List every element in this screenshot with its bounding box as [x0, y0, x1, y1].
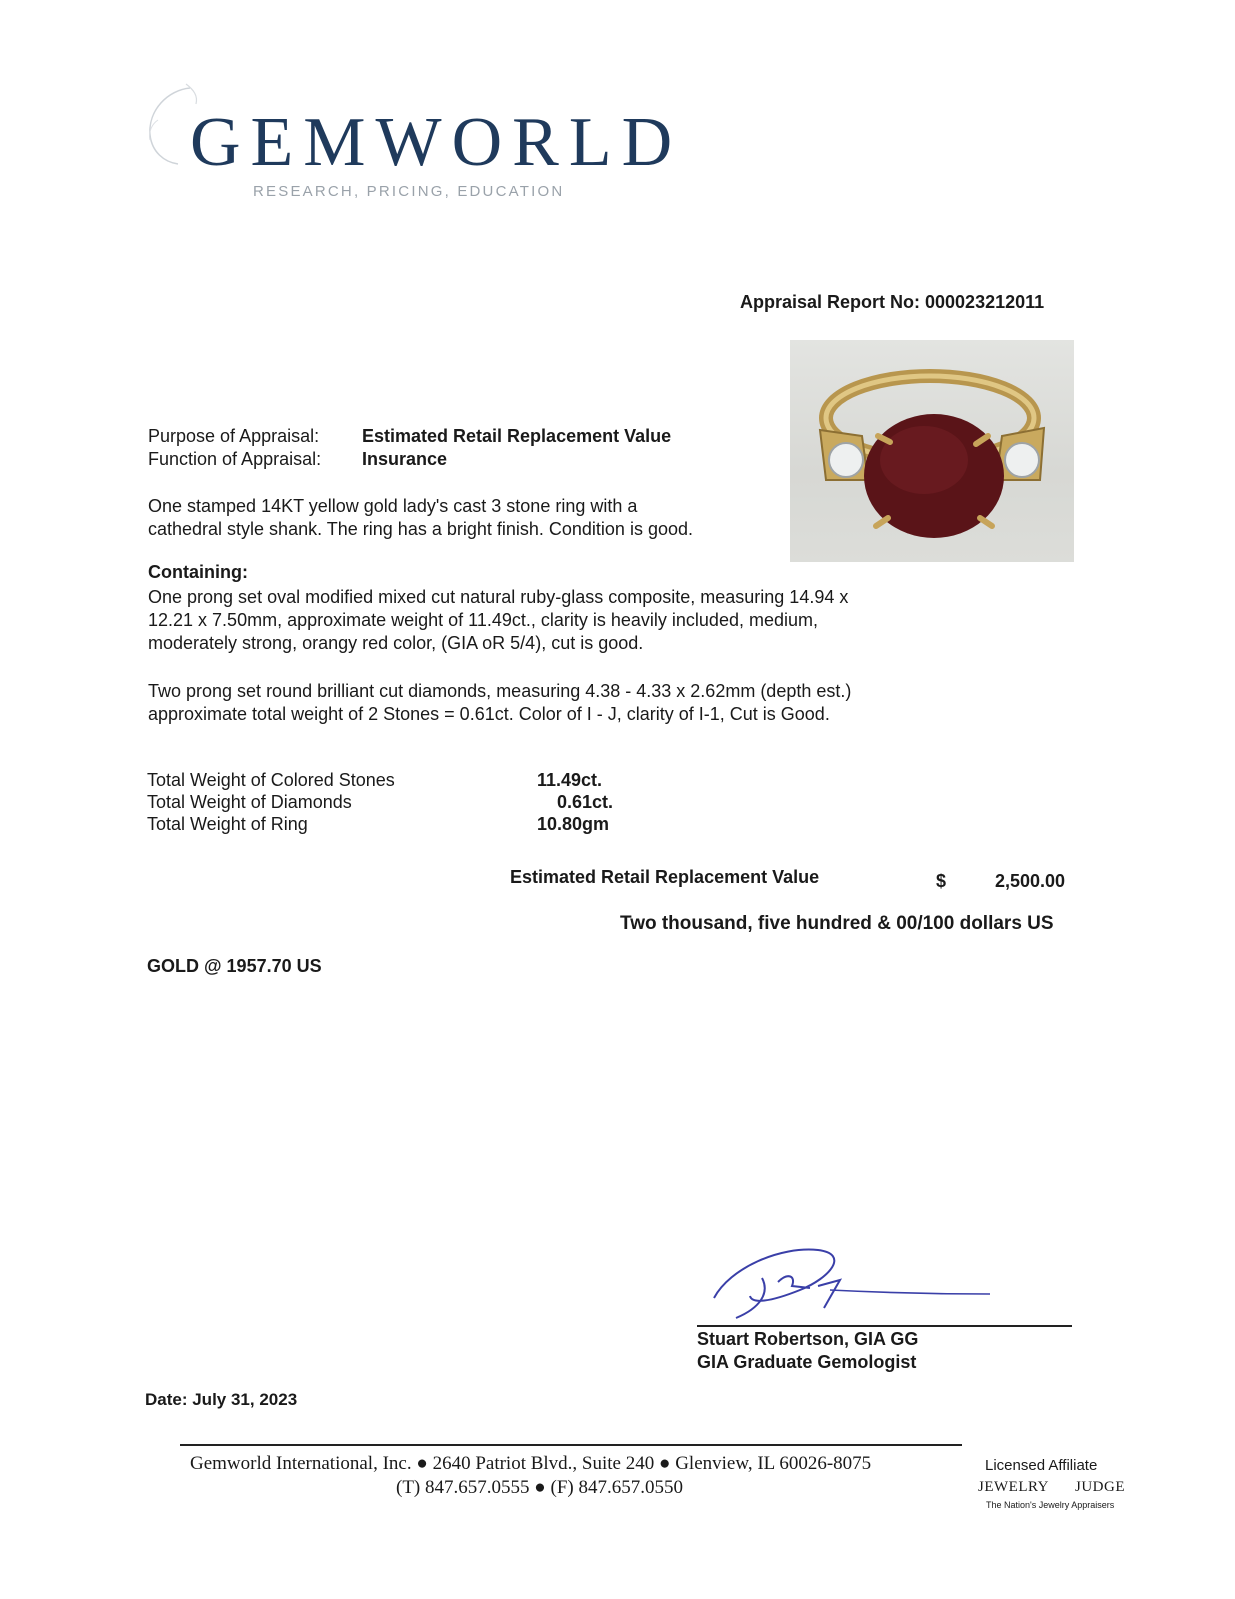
- appraisal-date: Date: July 31, 2023: [145, 1390, 298, 1409]
- stone2-description: [148, 680, 851, 726]
- function-value: Insurance: [362, 449, 448, 469]
- weight-value: 0.61ct.: [557, 792, 614, 812]
- description-line: One stamped 14KT yellow gold lady's cast 3 stone ring with a: [148, 496, 638, 516]
- gold-price: GOLD @ 1957.70 US: [147, 956, 322, 976]
- value-in-words: Two thousand, five hundred & 00/100 dollars US: [620, 913, 1054, 934]
- weights-table: [147, 769, 667, 835]
- footer-divider: [180, 1444, 962, 1446]
- company-logo-title: GEMWORLD: [190, 104, 683, 181]
- weight-row: [147, 769, 667, 791]
- stone1-line: moderately strong, orangy red color, (GIA oR 5/4), cut is good.: [148, 633, 644, 653]
- signature-scribble: [700, 1238, 1000, 1323]
- containing-heading: Containing:: [148, 562, 248, 582]
- affiliate-label: Licensed Affiliate: [985, 1457, 1098, 1474]
- weight-label: Total Weight of Ring: [147, 814, 308, 834]
- company-logo-subtitle: RESEARCH, PRICING, EDUCATION: [253, 183, 565, 200]
- ring-photo: [790, 340, 1074, 562]
- weight-row: [147, 813, 667, 835]
- appraiser-name: Stuart Robertson, GIA GG: [697, 1329, 919, 1349]
- signature-line: [697, 1325, 1072, 1327]
- value-amount: 2,500.00: [995, 871, 1066, 891]
- ring-description: [148, 495, 693, 541]
- value-label: Estimated Retail Replacement Value: [510, 867, 820, 887]
- appraiser-title: GIA Graduate Gemologist: [697, 1352, 917, 1372]
- weight-value: 11.49ct.: [537, 770, 603, 790]
- stone1-line: 12.21 x 7.50mm, approximate weight of 11.49ct., clarity is heavily included, medium,: [148, 610, 818, 630]
- report-number: Appraisal Report No: 000023212011: [740, 292, 1045, 312]
- footer-address: Gemworld International, Inc. ● 2640 Patriot Blvd., Suite 240 ● Glenview, IL 60026-8075: [190, 1453, 872, 1474]
- affiliate-brand: [978, 1479, 1125, 1496]
- stone1-line: One prong set oval modified mixed cut natural ruby-glass composite, measuring 14.94 x: [148, 587, 849, 607]
- currency-symbol: $: [936, 871, 947, 891]
- function-row: [148, 448, 447, 471]
- purpose-value: Estimated Retail Replacement Value: [362, 426, 672, 446]
- weight-value: 10.80gm: [537, 814, 610, 834]
- footer-phone: (T) 847.657.0555 ● (F) 847.657.0550: [396, 1477, 683, 1498]
- affiliate-tagline: The Nation's Jewelry Appraisers: [986, 1500, 1115, 1510]
- weight-row: [147, 791, 667, 813]
- function-label: Function of Appraisal:: [148, 449, 322, 469]
- ring-illustration: [790, 340, 1074, 562]
- affiliate-brand-right: JUDGE: [1075, 1479, 1125, 1495]
- weight-label: Total Weight of Diamonds: [147, 792, 352, 812]
- purpose-label: Purpose of Appraisal:: [148, 426, 320, 446]
- stone2-line: Two prong set round brilliant cut diamonds, measuring 4.38 - 4.33 x 2.62mm (depth est.): [148, 681, 852, 701]
- weight-label: Total Weight of Colored Stones: [147, 770, 395, 790]
- affiliate-brand-left: JEWELRY: [978, 1479, 1049, 1495]
- description-line: cathedral style shank. The ring has a bright finish. Condition is good.: [148, 519, 693, 539]
- purpose-row: [148, 425, 671, 448]
- stone2-line: approximate total weight of 2 Stones = 0.61ct. Color of I - J, clarity of I-1, Cut is Good.: [148, 704, 830, 724]
- stone1-description: [148, 586, 848, 655]
